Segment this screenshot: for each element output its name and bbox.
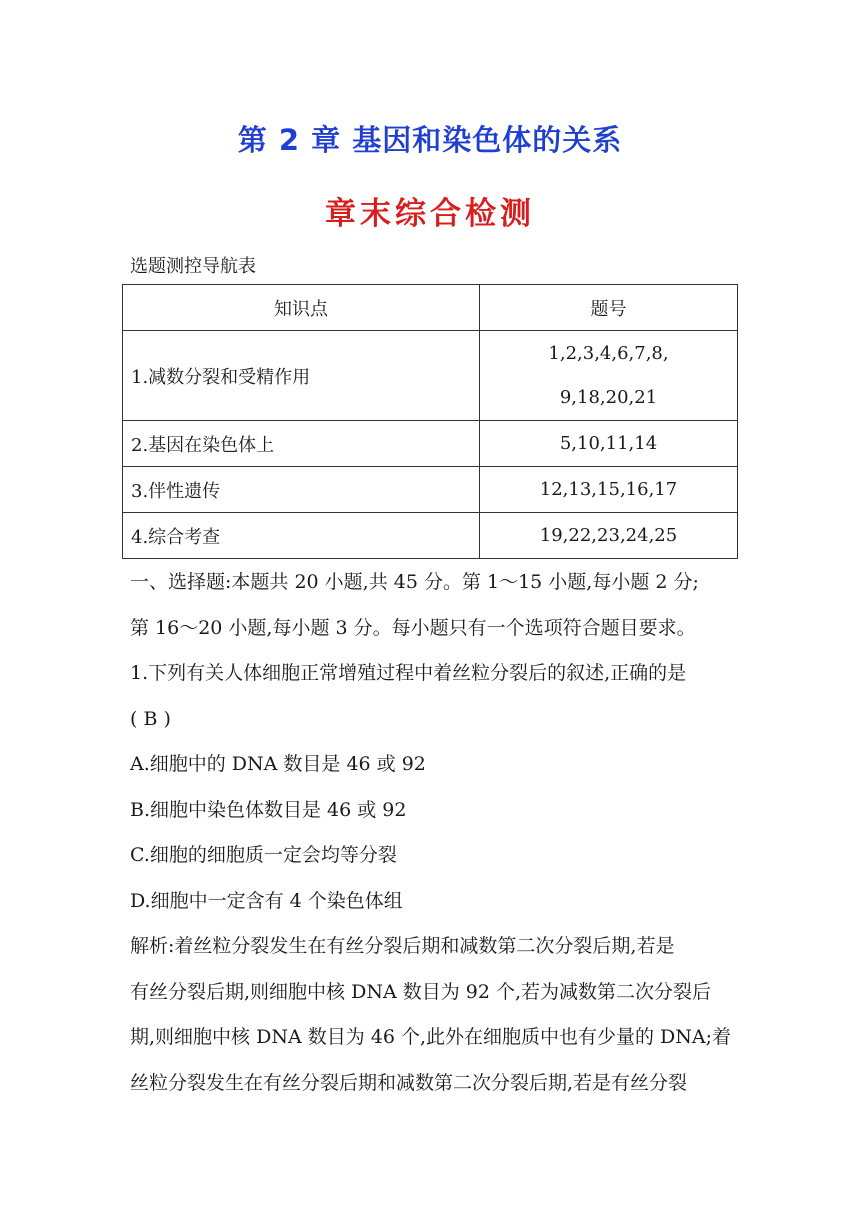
column-header-topic: 知识点 xyxy=(123,285,480,331)
instruction-line: 第 16～20 小题,每小题 3 分。每小题只有一个选项符合题目要求。 xyxy=(130,616,696,639)
table-row xyxy=(123,421,738,467)
numbers-line: 9,18,20,21 xyxy=(559,386,658,408)
topic-cell: 3.伴性遗传 xyxy=(123,467,480,513)
explanation-line: 丝粒分裂发生在有丝分裂后期和减数第二次分裂后期,若是有丝分裂 xyxy=(130,1071,688,1094)
table-row xyxy=(123,467,738,513)
chapter-title: 第 2 章 基因和染色体的关系 xyxy=(237,123,623,157)
table-row xyxy=(123,331,738,421)
table-caption: 选题测控导航表 xyxy=(130,256,256,277)
topic-cell: 1.减数分裂和受精作用 xyxy=(123,331,480,421)
option-a: A.细胞中的 DNA 数目是 46 或 92 xyxy=(130,753,426,775)
numbers-cell: 5,10,11,14 xyxy=(480,421,738,467)
explanation-line: 期,则细胞中核 DNA 数目为 46 个,此外在细胞质中也有少量的 DNA;着 xyxy=(130,1026,732,1048)
answer-key: ( B ) xyxy=(130,707,171,730)
option-d: D.细胞中一定含有 4 个染色体组 xyxy=(130,889,403,912)
question-stem: 1.下列有关人体细胞正常增殖过程中着丝粒分裂后的叙述,正确的是 xyxy=(130,662,687,684)
body-text xyxy=(130,560,740,1106)
column-header-numbers: 题号 xyxy=(480,285,738,331)
instruction-line: 一、选择题:本题共 20 小题,共 45 分。第 1～15 小题,每小题 2 分; xyxy=(130,571,699,593)
explanation-line: 有丝分裂后期,则细胞中核 DNA 数目为 92 个,若为减数第二次分裂后 xyxy=(130,980,711,1003)
table-row xyxy=(123,513,738,559)
option-c: C.细胞的细胞质一定会均等分裂 xyxy=(130,844,397,866)
table-header-row xyxy=(123,285,738,331)
topic-cell: 2.基因在染色体上 xyxy=(123,421,480,467)
numbers-line: 1,2,3,4,6,7,8, xyxy=(548,342,669,364)
navigation-table xyxy=(122,284,738,559)
numbers-cell: 19,22,23,24,25 xyxy=(480,513,738,559)
option-b: B.细胞中染色体数目是 46 或 92 xyxy=(130,798,407,821)
numbers-cell: 12,13,15,16,17 xyxy=(480,467,738,513)
numbers-cell xyxy=(480,331,738,421)
section-title: 章末综合检测 xyxy=(325,196,535,232)
topic-cell: 4.综合考查 xyxy=(123,513,480,559)
explanation-line: 解析:着丝粒分裂发生在有丝分裂后期和减数第二次分裂后期,若是 xyxy=(130,935,675,957)
